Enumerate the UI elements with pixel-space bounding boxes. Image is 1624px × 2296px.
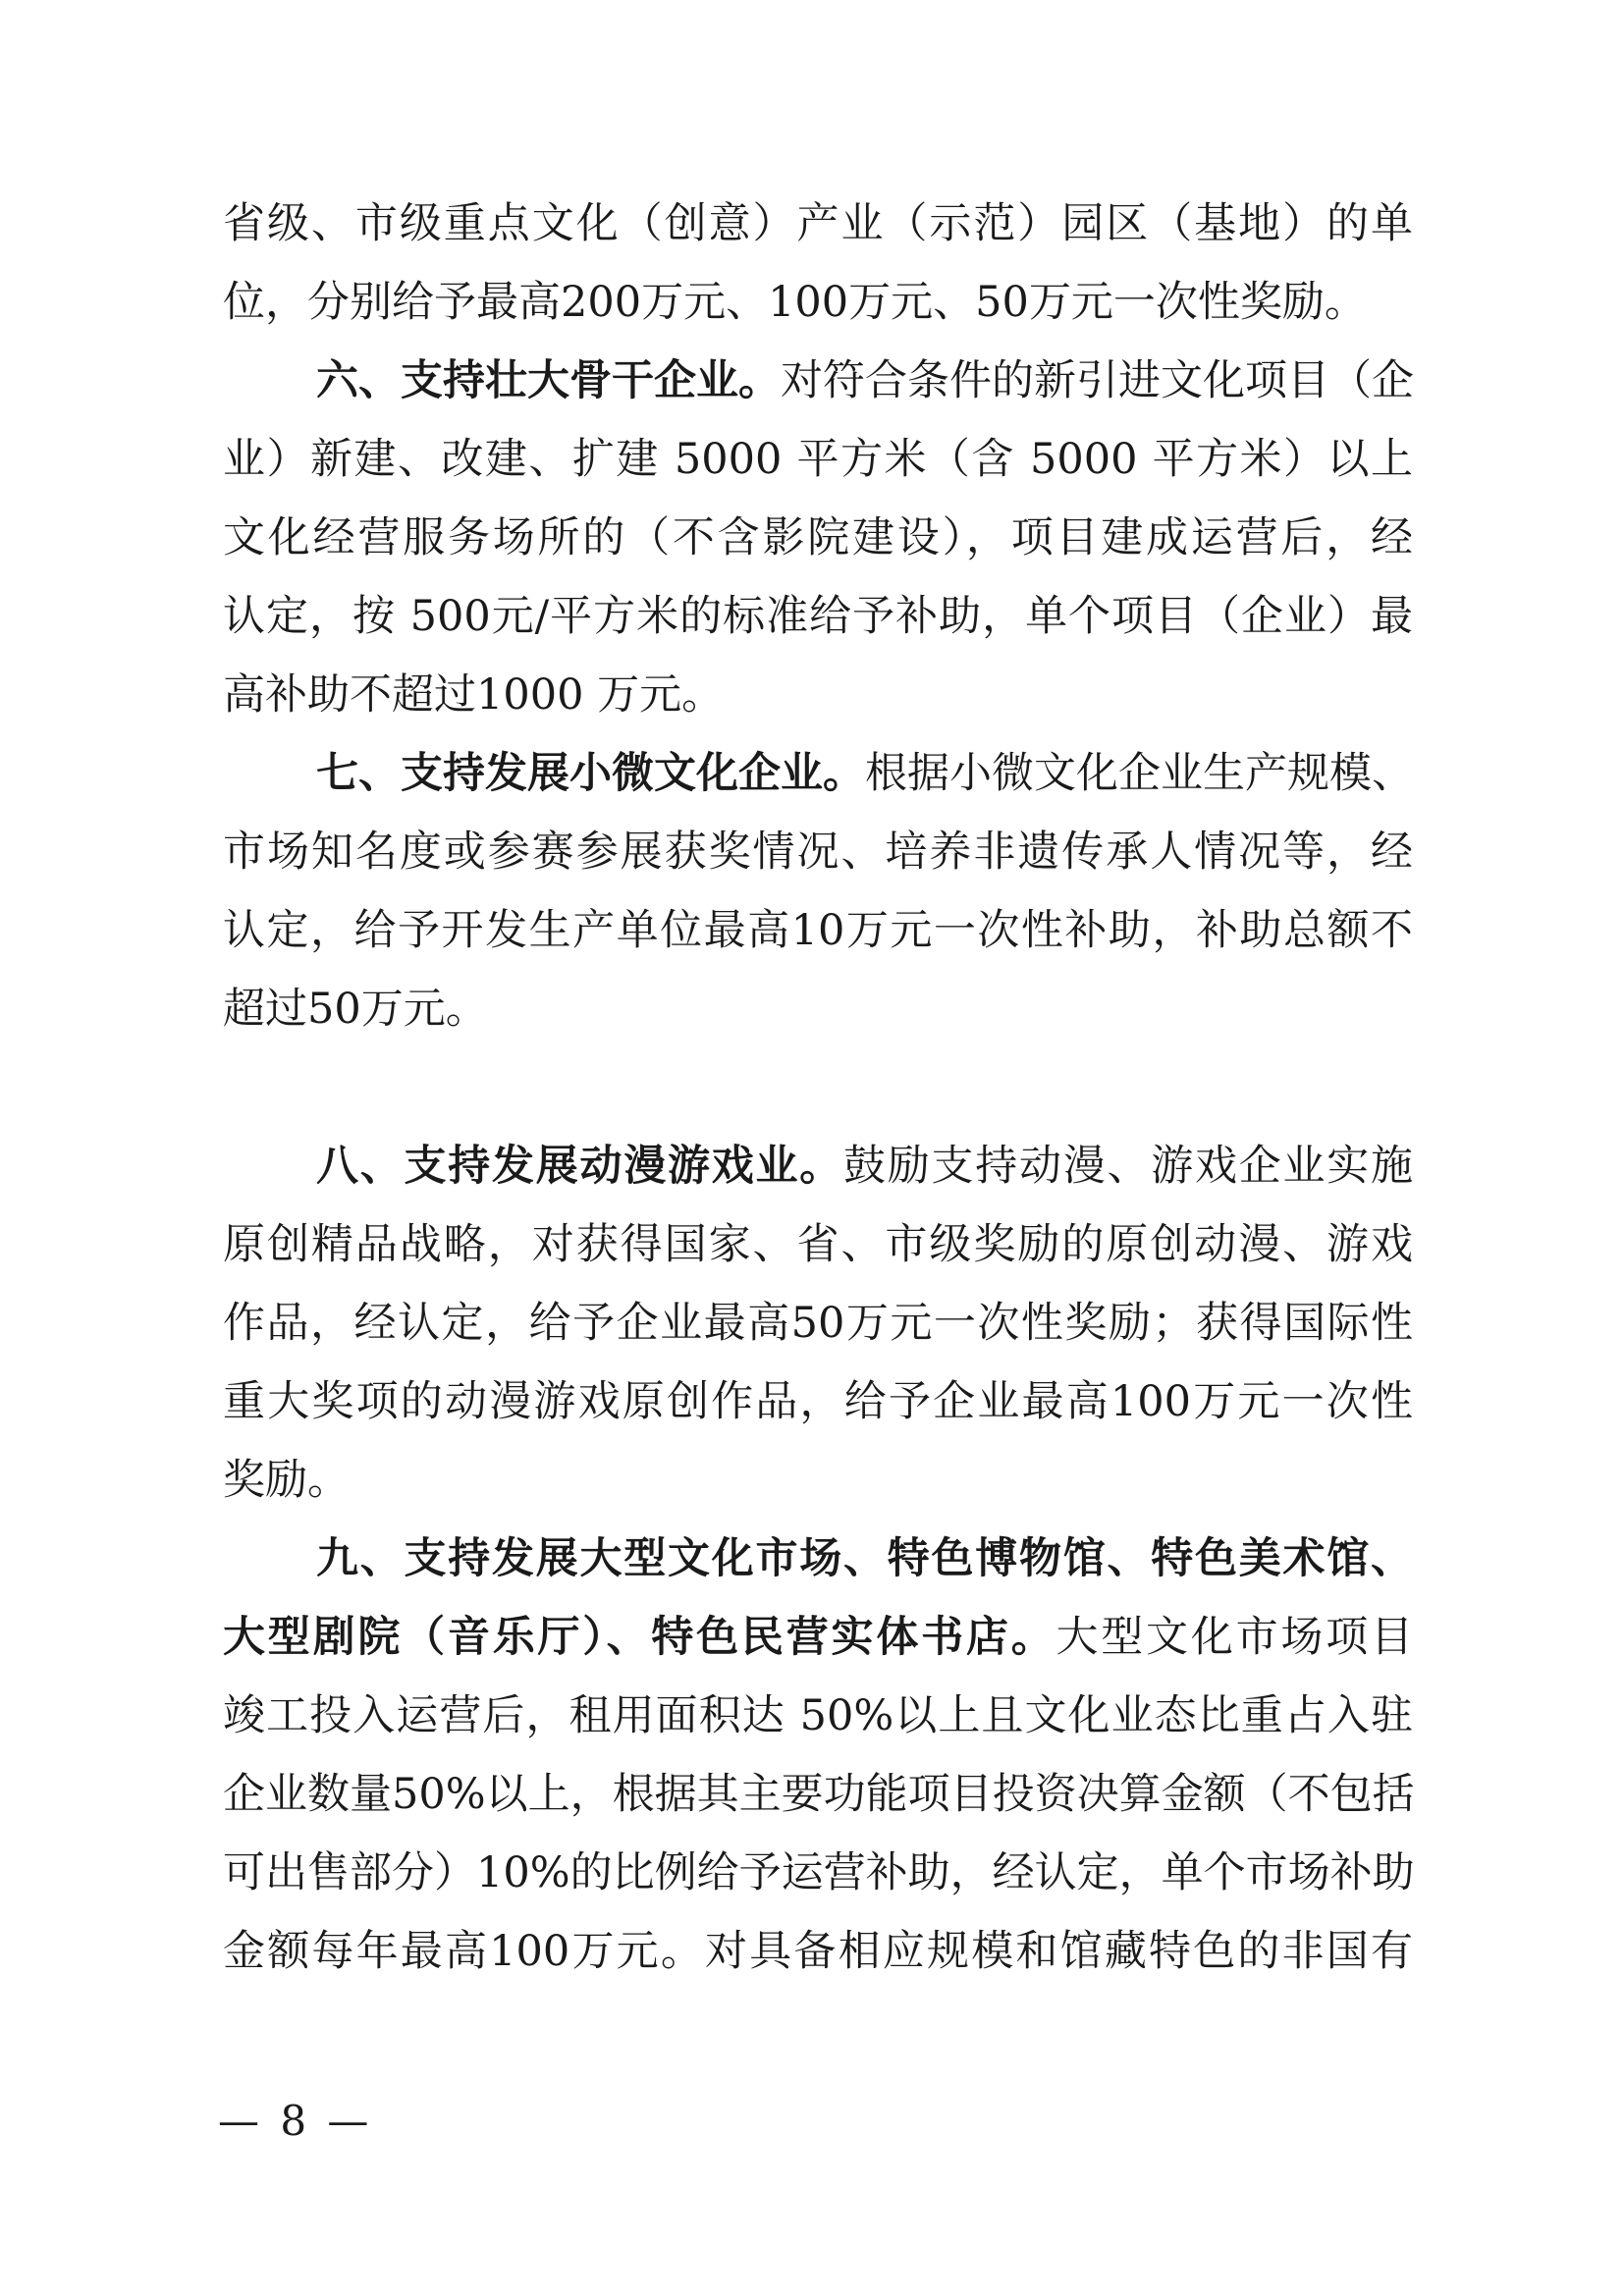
section-heading: 大型剧院（音乐厅）、特色民营实体书店。 <box>223 1613 1056 1662</box>
body-line: 认定，按 500元/平方米的标准给予补助，单个项目（企业）最 <box>223 592 1413 641</box>
body-line: 业）新建、改建、扩建 5000 平方米（含 5000 平方米）以上 <box>223 435 1413 484</box>
paragraph-line <box>316 1127 1413 1205</box>
section-heading: 八、支持发展动漫游戏业。 <box>316 1142 843 1191</box>
body-text: 大型文化市场项目 <box>1056 1613 1414 1662</box>
paragraph-line <box>223 1598 1413 1677</box>
body-line: 超过50万元。 <box>223 985 488 1034</box>
body-line: 竣工投入运营后，租用面积达 50%以上且文化业态比重占入驻 <box>223 1691 1413 1740</box>
body-line: 省级、市级重点文化（创意）产业（示范）园区（基地）的单 <box>223 199 1413 248</box>
section-heading: 七、支持发展小微文化企业。 <box>316 749 865 798</box>
body-line: 高补助不超过1000 万元。 <box>223 670 725 720</box>
paragraph-line <box>316 342 1413 420</box>
body-text: 鼓励支持动漫、游戏企业实施 <box>843 1142 1413 1191</box>
body-line: 金额每年最高100万元。对具备相应规模和馆藏特色的非国有 <box>223 1927 1413 1976</box>
body-line: 重大奖项的动漫游戏原创作品，给予企业最高100万元一次性 <box>223 1377 1413 1426</box>
section-heading: 六、支持壮大骨干企业。 <box>316 356 781 405</box>
body-line: 文化经营服务场所的（不含影院建设），项目建成运营后，经 <box>223 513 1413 562</box>
body-line: 奖励。 <box>223 1456 350 1505</box>
body-line: 位，分别给予最高200万元、100万元、50万元一次性奖励。 <box>223 278 1367 327</box>
paragraph-line <box>316 734 1413 813</box>
body-line: 市场知名度或参赛参展获奖情况、培养非遗传承人情况等，经 <box>223 828 1413 877</box>
page-number: — 8 — <box>218 2097 373 2145</box>
body-line: 可出售部分）10%的比例给予运营补助，经认定，单个市场补助 <box>223 1848 1415 1897</box>
body-text: 对符合条件的新引进文化项目（企 <box>781 356 1414 405</box>
body-line: 原创精品战略，对获得国家、省、市级奖励的原创动漫、游戏 <box>223 1220 1413 1269</box>
body-line: 企业数量50%以上，根据其主要功能项目投资决算金额（不包括 <box>223 1770 1415 1819</box>
body-text: 根据小微文化企业生产规模、 <box>865 749 1414 798</box>
body-line: 作品，经认定，给予企业最高50万元一次性奖励；获得国际性 <box>223 1299 1413 1348</box>
body-line: 认定，给予开发生产单位最高10万元一次性补助，补助总额不 <box>223 906 1413 955</box>
section-heading: 九、支持发展大型文化市场、特色博物馆、特色美术馆、 <box>316 1534 1413 1583</box>
